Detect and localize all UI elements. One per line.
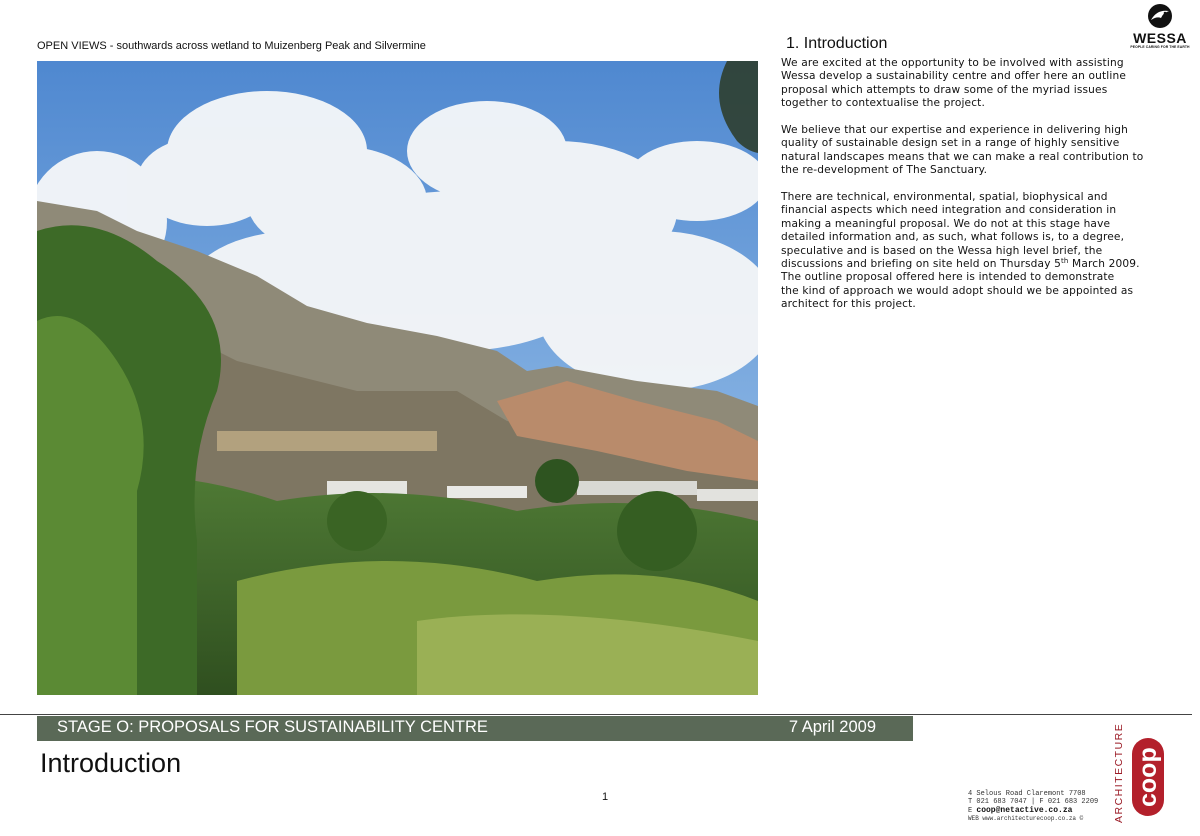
page-title: Introduction bbox=[40, 748, 182, 778]
intro-paragraph-3-part-1: There are technical, environmental, spatial, biophysical and financial aspects which need integration and consideration in making a meaningful proposal. We do not at this stage have detailed information and, as such, what follows is, to a degree, speculative and is based on the Wessa high level brief, the discussions and briefing on site held on Thursday 5 bbox=[781, 191, 1125, 271]
logo-coop-text: coop bbox=[1134, 747, 1162, 807]
section-heading: 1. Introduction bbox=[786, 35, 888, 52]
landscape-photo bbox=[37, 61, 758, 695]
intro-paragraph-3-part-2: March 2009. The outline proposal offered here is intended to demonstrate the kind of approach we would adopt should we be appointed as architect for this project. bbox=[781, 258, 1140, 311]
wessa-name: WESSA bbox=[1133, 30, 1187, 46]
contact-details bbox=[968, 790, 1110, 823]
contact-address: 4 Selous Road Claremont 7708 bbox=[968, 790, 1086, 798]
contact-web: WEB www.architecturecoop.co.za © bbox=[968, 814, 1084, 822]
stage-title: STAGE O: PROPOSALS FOR SUSTAINABILITY CENTRE bbox=[57, 718, 488, 736]
coop-architecture-logo bbox=[1113, 722, 1195, 827]
intro-paragraph-1: We are excited at the opportunity to be involved with assisting Wessa develop a sustainability centre and offer here an outline proposal which attempts to draw some of the myriad issues together to contextualise the project. bbox=[781, 57, 1126, 110]
landscape-illustration bbox=[37, 61, 758, 695]
intro-paragraph-2: We believe that our expertise and experience in delivering high quality of sustainable design set in a range of highly sensitive natural landscapes means that we can make a real contribution to the re-development of The Sanctuary. bbox=[781, 124, 1144, 177]
contact-email: coop@netactive.co.za bbox=[976, 805, 1073, 815]
wessa-logo bbox=[1128, 3, 1192, 49]
stage-date: 7 April 2009 bbox=[788, 718, 876, 736]
contact-phone: T 021 683 7047 | F 021 683 2209 bbox=[968, 798, 1099, 807]
contact-email-line bbox=[968, 807, 1110, 815]
photo-caption: OPEN VIEWS - southwards across wetland to Muizenberg Peak and Silvermine bbox=[37, 40, 426, 52]
footer-divider bbox=[0, 714, 1192, 715]
logo-architecture-text: ARCHITECTURE bbox=[1113, 722, 1125, 823]
wessa-bird-icon bbox=[1143, 3, 1177, 29]
intro-body bbox=[781, 57, 1181, 325]
intro-paragraph-3 bbox=[781, 191, 1181, 312]
page-number: 1 bbox=[602, 791, 609, 803]
contact-email-prefix: E bbox=[968, 806, 977, 815]
ordinal-suffix: th bbox=[1061, 257, 1069, 266]
wessa-tagline: PEOPLE CARING FOR THE EARTH bbox=[1130, 45, 1190, 49]
stage-banner bbox=[37, 716, 913, 741]
